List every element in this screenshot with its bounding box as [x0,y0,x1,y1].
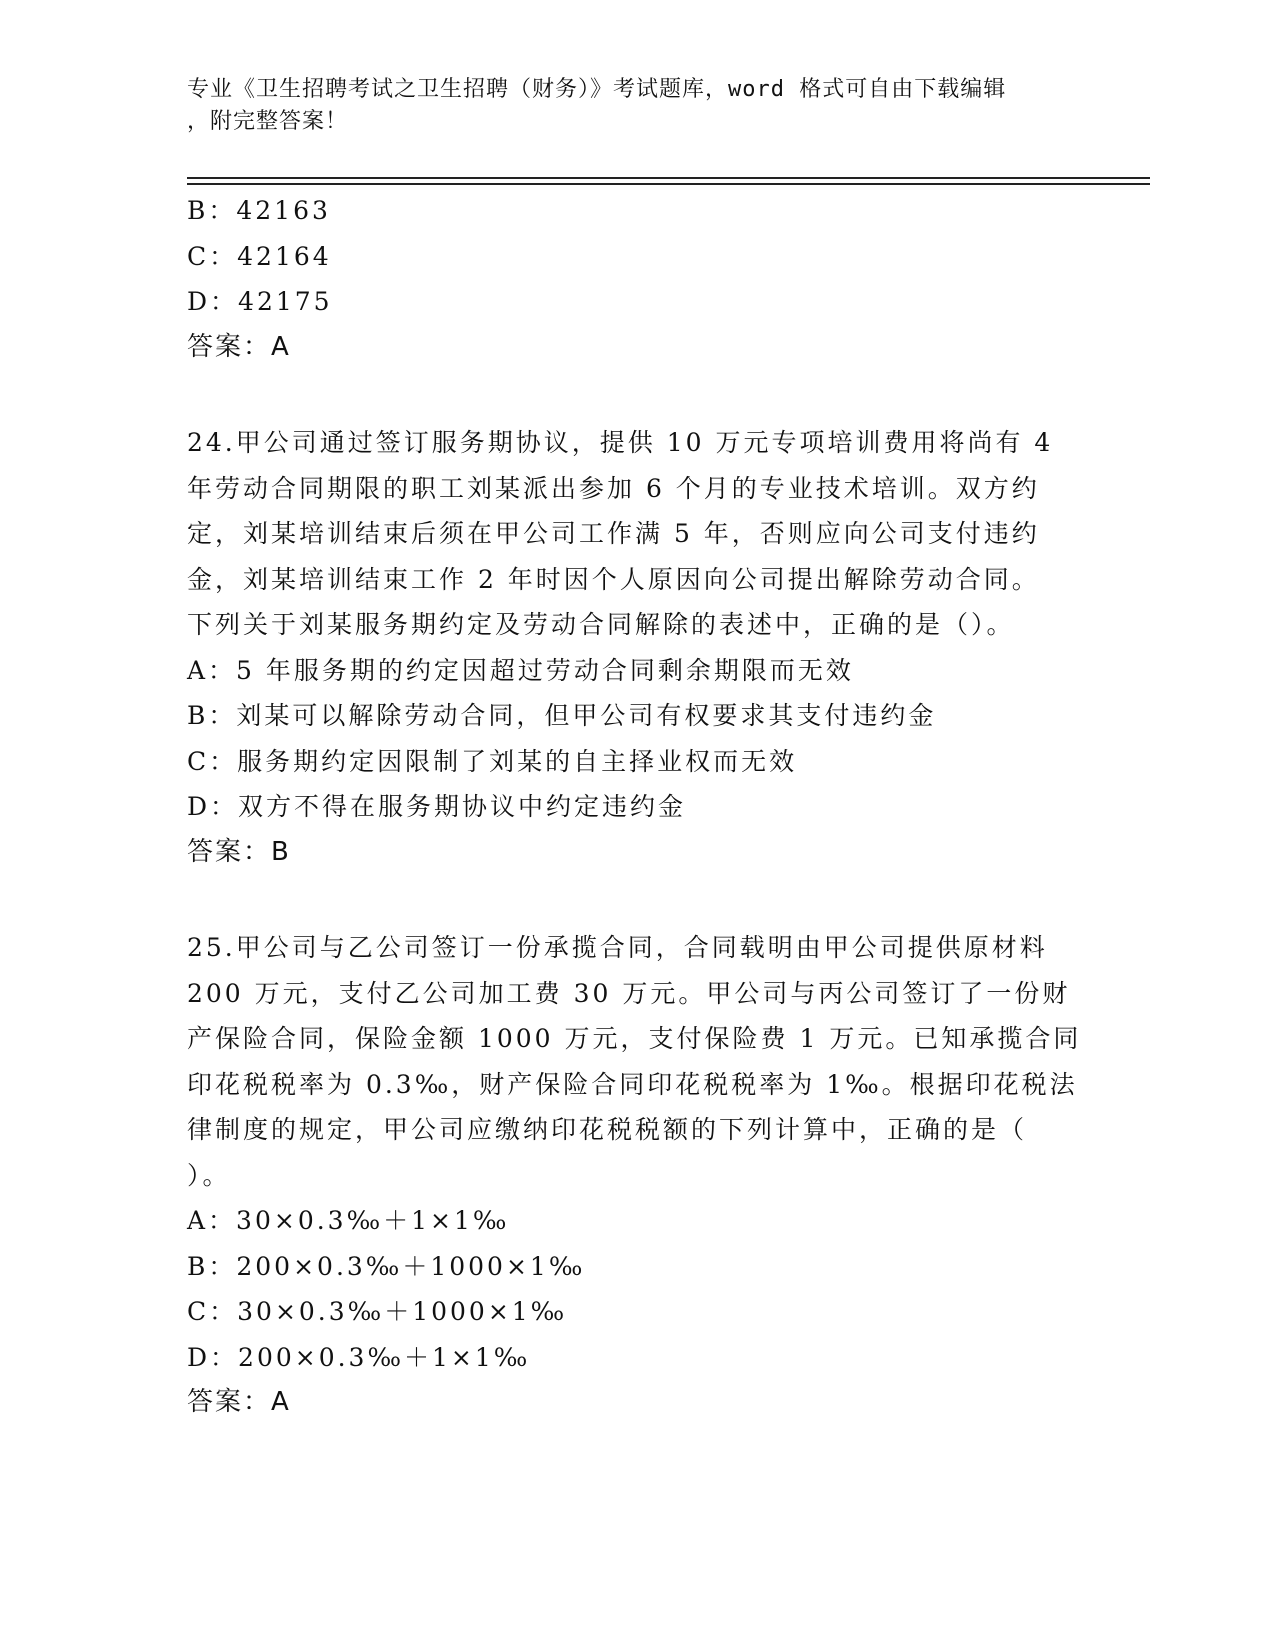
option-b: B：42163 [187,196,331,225]
question-23-tail [187,188,1087,370]
spacer [187,370,1087,420]
header-line-1: 专业《卫生招聘考试之卫生招聘（财务）》考试题库，word 格式可自由下载编辑 [187,77,1007,102]
question-stem-line: ）。 [187,1160,231,1190]
spacer [187,875,1087,925]
header-line-2: ，附完整答案！ [187,109,349,134]
question-stem-line: 金，刘某培训结束工作 2 年时因个人原因向公司提出解除劳动合同。 [187,564,1040,594]
option-c: C：42164 [187,241,332,271]
option-d: D：42175 [187,287,333,316]
option-d: D：200×0.3‰＋1×1‰ [187,1342,531,1372]
option-a: A：5 年服务期的约定因超过劳动合同剩余期限而无效 [187,655,854,685]
question-24 [187,420,1087,875]
document-body [187,188,1087,1426]
question-stem-line: 定，刘某培训结束后须在甲公司工作满 5 年，否则应向公司支付违约 [187,519,1040,548]
question-stem-line: 24.甲公司通过签订服务期协议，提供 10 万元专项培训费用将尚有 4 [187,428,1054,457]
header-divider-top [187,177,1150,179]
option-d: D：双方不得在服务期协议中约定违约金 [187,792,687,821]
question-stem-line: 印花税税率为 0.3‰，财产保险合同印花税税率为 1‰。根据印花税法 [187,1069,1078,1099]
option-c: C：服务期约定因限制了刘某的自主择业权而无效 [187,746,798,776]
question-stem-line: 律制度的规定，甲公司应缴纳印花税税额的下列计算中，正确的是（ [187,1115,1028,1144]
answer: 答案：A [187,1387,291,1417]
question-stem-line: 200 万元，支付乙公司加工费 30 万元。甲公司与丙公司签订了一份财 [187,978,1071,1008]
option-b: B：200×0.3‰＋1000×1‰ [187,1251,586,1281]
answer: 答案：B [187,836,291,867]
page-header [187,74,1087,138]
question-stem-line: 25.甲公司与乙公司签订一份承揽合同，合同载明由甲公司提供原材料 [187,933,1048,962]
question-stem-line: 年劳动合同期限的职工刘某派出参加 6 个月的专业技术培训。双方约 [187,473,1040,503]
question-25 [187,925,1087,1426]
question-stem-line: 产保险合同，保险金额 1000 万元，支付保险费 1 万元。已知承揽合同 [187,1024,1082,1053]
option-b: B：刘某可以解除劳动合同，但甲公司有权要求其支付违约金 [187,701,937,730]
answer: 答案：A [187,331,291,362]
header-divider-bottom [187,183,1150,185]
option-a: A：30×0.3‰＋1×1‰ [187,1206,510,1235]
option-c: C：30×0.3‰＋1000×1‰ [187,1297,568,1326]
question-stem-line: 下列关于刘某服务期约定及劳动合同解除的表述中，正确的是（）。 [187,610,1015,639]
